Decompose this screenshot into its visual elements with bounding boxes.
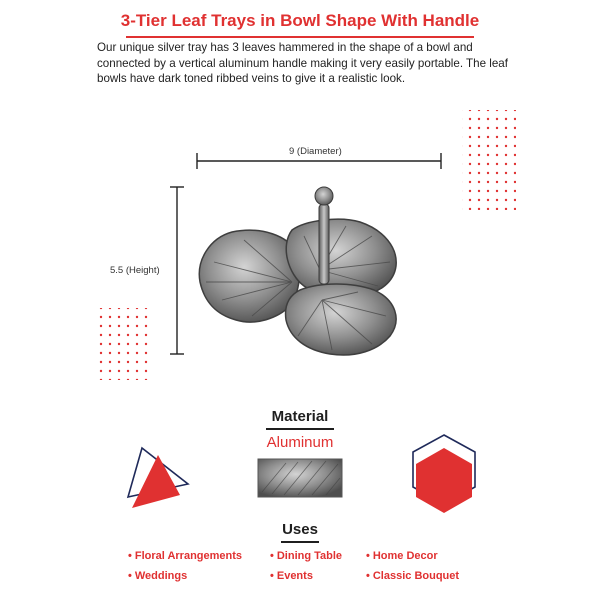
use-item: • Events <box>270 570 313 582</box>
use-item: • Classic Bouquet <box>366 570 460 582</box>
use-item: • Floral Arrangements <box>128 550 243 562</box>
use-item: • Home Decor <box>366 550 438 562</box>
aluminum-swatch <box>258 459 342 497</box>
triangle-icon <box>128 448 188 508</box>
uses-heading: Uses <box>282 521 318 538</box>
material-value: Aluminum <box>266 434 334 451</box>
use-item: • Dining Table <box>270 550 343 562</box>
height-dimension-line <box>170 187 184 354</box>
material-heading: Material <box>271 408 329 425</box>
page-title: 3-Tier Leaf Trays in Bowl Shape With Handle <box>120 11 480 30</box>
material-heading-underline <box>266 428 334 430</box>
dot-grid-left <box>94 308 148 380</box>
use-item: • Weddings <box>128 570 188 582</box>
product-description: Our unique silver tray has 3 leaves hammered in the shape of a bowl and connected by a vertical aluminum handle making it very easily portable. The leaf bowls have dark toned ribbed veins to give it a realistic look. <box>97 41 508 85</box>
leaf-tray-icon <box>199 187 396 355</box>
dot-grid-top-right <box>462 110 516 210</box>
height-label: 5.5 (Height) <box>110 265 160 276</box>
diameter-label: 9 (Diameter) <box>289 146 342 157</box>
uses-heading-underline <box>281 541 319 543</box>
